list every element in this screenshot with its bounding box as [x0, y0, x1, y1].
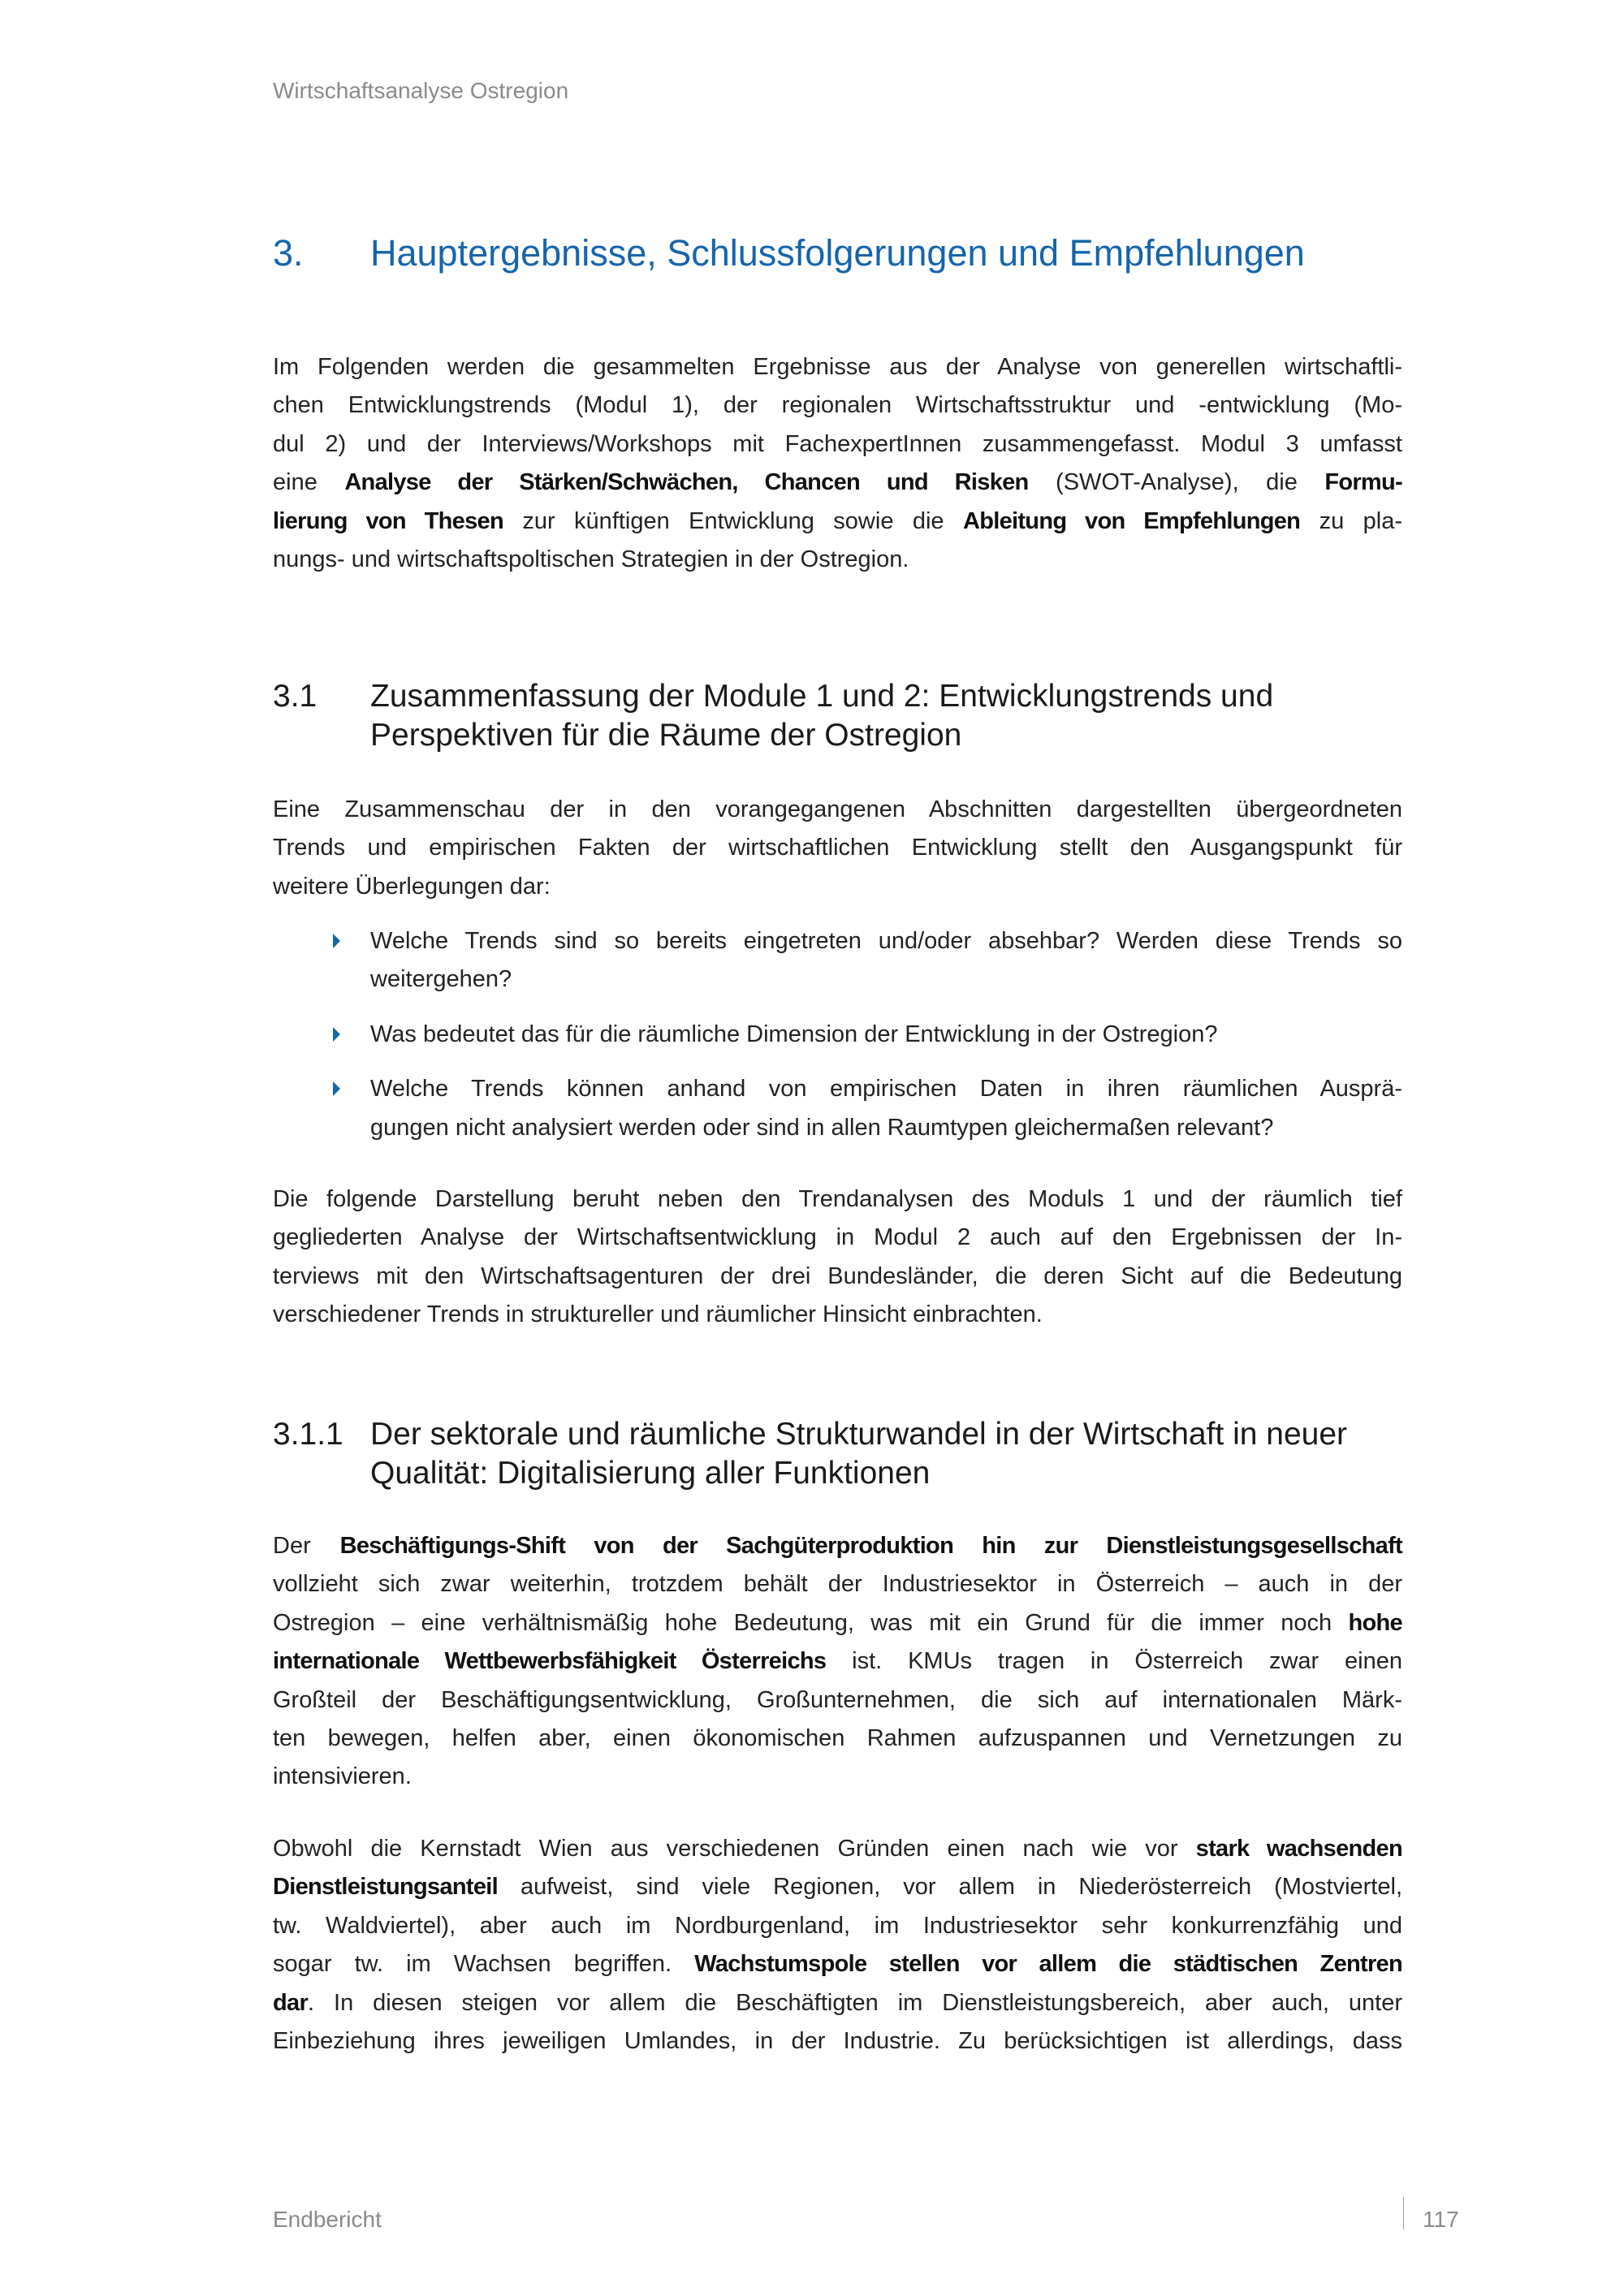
section-3-1-1-paragraph-1	[273, 1527, 1402, 1797]
text: aufweist, sind viele Regionen, vor allem in Niederösterreich (Mostviertel,	[497, 1874, 1402, 1901]
text-line: Welche Trends können anhand von empirischen Daten in ihren räumlichen Ausprä-	[370, 1076, 1402, 1103]
text-line	[273, 1565, 1402, 1603]
bold-text: dar	[273, 1989, 309, 2016]
bold-text: Ableitung von Empfehlungen	[962, 507, 1301, 534]
text: . In diesen steigen vor allem die Beschäftigten im Dienstleistungsbereich, aber auch, unter	[308, 1989, 1402, 2016]
text: ist. KMUs tragen in Österreich zwar einen	[826, 1648, 1402, 1675]
text-line	[273, 348, 1402, 386]
triangle-bullet-icon	[333, 934, 340, 948]
text-line	[273, 464, 1402, 502]
text: Trends und empirischen Fakten der wirtschaftlichen Entwicklung stellt den Ausgangspunkt für	[273, 835, 1402, 861]
text: Eine Zusammenschau der in den vorangegangenen Abschnitten dargestellten übergeordneten	[273, 796, 1402, 822]
chapter-number: 3.	[273, 232, 304, 274]
section-3-1-1-paragraph-2	[273, 1830, 1402, 2061]
section-number: 3.1.1	[273, 1417, 343, 1452]
triangle-bullet-icon	[333, 1081, 340, 1096]
text: gegliederten Analyse der Wirtschaftsentwicklung in Modul 2 auch auf den Ergebnissen der In-	[273, 1224, 1402, 1251]
chapter-heading	[273, 232, 1305, 274]
footer-label: Endbericht	[273, 2207, 382, 2232]
text: eine	[273, 469, 345, 496]
text: Obwohl die Kernstadt Wien aus verschiedenen Gründen einen nach wie vor	[273, 1836, 1196, 1862]
text-line: weitergehen?	[370, 966, 512, 993]
text: zu pla-	[1300, 507, 1402, 534]
text: Im Folgenden werden die gesammelten Ergebnisse aus der Analyse von generellen wirtschaftli-	[273, 354, 1402, 380]
text-line: Welche Trends sind so bereits eingetreten und/oder absehbar? Werden diese Trends so	[370, 928, 1402, 954]
text-line	[273, 541, 1402, 579]
text: Die folgende Darstellung beruht neben den Trendanalysen des Moduls 1 und der räumlich tief	[273, 1186, 1402, 1212]
section-title-line: Perspektiven für die Räume der Ostregion	[370, 717, 962, 753]
text-line: Was bedeutet das für die räumliche Dimension der Entwicklung in der Ostregion?	[370, 1021, 1218, 1047]
list-item	[273, 922, 1402, 999]
text-line	[273, 1258, 1402, 1296]
list-item	[273, 1016, 1402, 1054]
text-line	[273, 829, 1402, 867]
text: nungs- und wirtschaftspoltischen Strategien in der Ostregion.	[273, 546, 909, 572]
text-line	[273, 1642, 1402, 1681]
chapter-title: Hauptergebnisse, Schlussfolgerungen und Empfehlungen	[370, 232, 1305, 274]
text: Der	[273, 1533, 340, 1559]
text: Ostregion – eine verhältnismäßig hohe Bedeutung, was mit ein Grund für die immer noch	[273, 1609, 1349, 1636]
triangle-bullet-icon	[333, 1027, 340, 1042]
section-3-1-1-heading	[273, 1415, 1426, 1492]
text-line	[273, 425, 1402, 464]
bold-text: Beschäftigungs-Shift von der Sachgüterproduktion hin zur Dienstleistungsgesellschaft	[339, 1533, 1402, 1559]
text-line	[273, 1681, 1402, 1720]
text: (SWOT-Analyse), die	[1028, 469, 1325, 496]
page-number: 117	[1423, 2207, 1459, 2232]
bold-text: Wachstumspole stellen vor allem die städtischen Zentren	[694, 1951, 1402, 1978]
text-line	[273, 1868, 1402, 1906]
text-line	[273, 791, 1402, 829]
list-item	[273, 1070, 1402, 1147]
text-line	[273, 386, 1402, 425]
bold-text: internationale Wettbewerbsfähigkeit Österreichs	[273, 1648, 827, 1675]
question-list	[273, 922, 1402, 1163]
intro-paragraph	[273, 348, 1402, 579]
text-line	[273, 1907, 1402, 1945]
text-line	[273, 1604, 1402, 1642]
text-line	[273, 1945, 1402, 1983]
footer-divider	[1403, 2197, 1404, 2229]
text: Einbeziehung ihres jeweiligen Umlandes, in der Industrie. Zu berücksichtigen ist allerdings, dass	[273, 2027, 1402, 2054]
text: sogar tw. im Wachsen begriffen.	[273, 1951, 695, 1978]
text-line	[273, 1758, 1402, 1796]
bold-text: stark wachsenden	[1195, 1836, 1402, 1862]
bold-text: hohe	[1348, 1609, 1402, 1636]
text-line	[273, 1830, 1402, 1868]
text-line: gungen nicht analysiert werden oder sind in allen Raumtypen gleichermaßen relevant?	[370, 1114, 1274, 1141]
text-line	[273, 1720, 1402, 1758]
text-line	[273, 1984, 1402, 2022]
bold-text: Dienstleistungsanteil	[273, 1874, 498, 1901]
text-line	[273, 1527, 1402, 1565]
text: vollzieht sich zwar weiterhin, trotzdem behält der Industriesektor in Österreich – auch in der	[273, 1571, 1402, 1598]
section-3-1-heading	[273, 677, 1426, 754]
bold-text: Formu-	[1324, 469, 1402, 496]
text: terviews mit den Wirtschaftsagenturen der drei Bundesländer, die deren Sicht auf die Bedeutung	[273, 1262, 1402, 1289]
text: dul 2) und der Interviews/Workshops mit FachexpertInnen zusammengefasst. Modul 3 umfasst	[273, 430, 1402, 457]
bold-text: Analyse der Stärken/Schwächen, Chancen und Risken	[344, 469, 1029, 496]
text: chen Entwicklungstrends (Modul 1), der regionalen Wirtschaftsstruktur und -entwicklung (Mo-	[273, 392, 1402, 419]
text: verschiedener Trends in struktureller und räumlicher Hinsicht einbrachten.	[273, 1301, 1043, 1328]
section-3-1-paragraph-2	[273, 1180, 1402, 1335]
text: ten bewegen, helfen aber, einen ökonomischen Rahmen aufzuspannen und Vernetzungen zu	[273, 1724, 1402, 1751]
text-line	[273, 2022, 1402, 2061]
section-title-line: Zusammenfassung der Module 1 und 2: Entwicklungstrends und	[370, 679, 1274, 714]
bold-text: lierung von Thesen	[273, 507, 503, 534]
text: intensivieren.	[273, 1763, 412, 1790]
text-line	[273, 1219, 1402, 1257]
text: Großteil der Beschäftigungsentwicklung, Großunternehmen, die sich auf internationalen Märk-	[273, 1686, 1402, 1713]
section-title-line: Der sektorale und räumliche Strukturwandel in der Wirtschaft in neuer	[370, 1417, 1348, 1452]
section-title-line: Qualität: Digitalisierung aller Funktionen	[370, 1455, 931, 1491]
section-number: 3.1	[273, 679, 317, 714]
section-3-1-paragraph-1	[273, 791, 1402, 906]
text: weitere Überlegungen dar:	[273, 873, 551, 900]
text-line	[273, 868, 1402, 906]
running-header: Wirtschaftsanalyse Ostregion	[273, 78, 569, 103]
text-line	[273, 1180, 1402, 1219]
text-line	[273, 1296, 1402, 1334]
text: zur künftigen Entwicklung sowie die	[503, 507, 963, 534]
text-line	[273, 503, 1402, 541]
text: tw. Waldviertel), aber auch im Nordburgenland, im Industriesektor sehr konkurrenzfähig und	[273, 1912, 1402, 1939]
